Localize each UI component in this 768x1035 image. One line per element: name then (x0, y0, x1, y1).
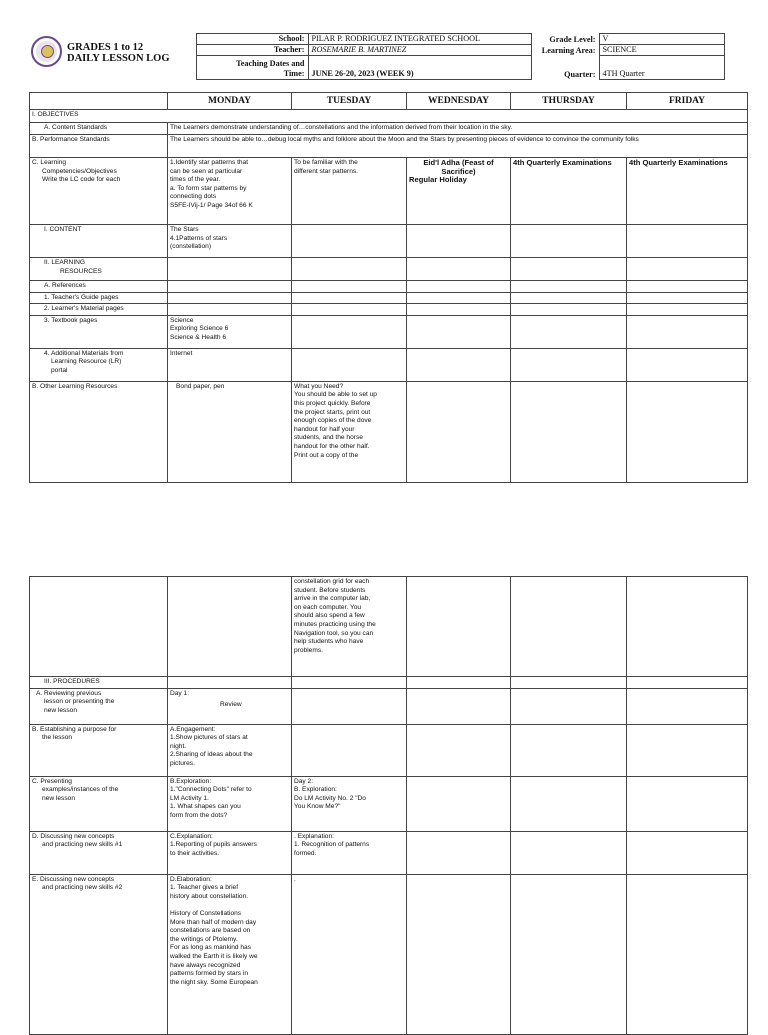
tue-other-line: What you Need? (294, 382, 344, 390)
cell (627, 677, 748, 689)
presenting-line: 1. What shapes can you (170, 803, 241, 811)
cell (627, 577, 748, 677)
competencies-label-3: Write the LC code for each (42, 176, 121, 184)
day-tuesday: TUESDAY (292, 93, 407, 110)
monday-additional: Internet (168, 348, 292, 381)
learning-resources-label (30, 258, 168, 281)
tue-cont-line: help students who have (294, 638, 364, 646)
tuesday-discussing-2: . (292, 874, 407, 1034)
cell (511, 724, 627, 776)
cell (627, 225, 748, 258)
discuss1-label-line: and practicing new skills #1 (42, 841, 123, 849)
monday-discussing-1 (168, 831, 292, 874)
form-title (67, 42, 170, 64)
cell (511, 292, 627, 304)
discuss2-label-line: E. Discussing new concepts (32, 875, 115, 883)
tue-presenting-line: B. Exploration: (294, 786, 337, 794)
presenting-line: B.Exploration: (170, 777, 212, 785)
competencies-label-2: Competencies/Objectives (42, 167, 117, 175)
tue-cont-line: Navigation tool, so you can (294, 629, 374, 637)
purpose-line: A.Engagement: (170, 725, 216, 733)
tue-presenting-line: Day 2: (294, 777, 314, 785)
learning-area-label: Learning Area: (541, 45, 596, 55)
cell (511, 577, 627, 677)
cell (407, 776, 511, 831)
tuesday-competencies (292, 158, 407, 225)
presenting-line: 1."Connecting Dots" refer to (170, 786, 252, 794)
day-wednesday: WEDNESDAY (407, 93, 511, 110)
other-resources-label: B. Other Learning Resources (30, 381, 168, 482)
cell (511, 381, 627, 482)
discuss2-line: have always recognized (170, 961, 241, 969)
tuesday-other-resources (292, 381, 407, 482)
discuss1-line: C.Explanation: (170, 832, 213, 840)
day-monday: MONDAY (168, 93, 292, 110)
cell (511, 831, 627, 874)
textbook-pages-label: 3. Textbook pages (30, 315, 168, 348)
tue-discuss1-line: 1. Recognition of patterns (294, 841, 370, 849)
tue-presenting-line: Do LM Activity No. 2 "Do (294, 794, 366, 802)
mon-comp-line: a. To form star patterns by (170, 184, 247, 192)
tue-other-line: You should be able to set up (294, 391, 377, 399)
cell (627, 776, 748, 831)
cell (627, 874, 748, 1034)
mon-comp-line: times of the year. (170, 176, 221, 184)
cell (292, 225, 407, 258)
textbook-line: Science & Health 6 (170, 333, 227, 341)
cell (292, 258, 407, 281)
presenting-label-line: new lesson (42, 794, 75, 802)
discuss2-line: 1. Teacher gives a brief (170, 884, 239, 892)
discuss2-line: constellations are based on (170, 927, 251, 935)
cell (168, 258, 292, 281)
review-day-label: Day 1: (170, 689, 190, 697)
wed-holiday-line: Eid'l Adha (Feast of (423, 158, 494, 167)
cell (627, 831, 748, 874)
header-logo-block (29, 34, 196, 80)
cell (292, 348, 407, 381)
discuss2-line: walked the Earth it is likely we (170, 952, 258, 960)
monday-competencies (168, 158, 292, 225)
presenting-label-line: C. Presenting (32, 777, 72, 785)
review-text: Review (220, 701, 242, 709)
discuss1-line: 1.Reporting of pupils answers (170, 841, 257, 849)
tue-other-line: this project quickly. Before (294, 399, 371, 407)
tue-other-line: handout for half your (294, 425, 355, 433)
discussing-skills-2-label (30, 874, 168, 1034)
monday-purpose (168, 724, 292, 776)
discuss2-line: History of Constellations (170, 909, 242, 917)
header-blank-cell (30, 93, 168, 110)
textbook-line: Science (170, 316, 194, 324)
cell (627, 724, 748, 776)
discuss2-line: For as long as mankind has (170, 944, 251, 952)
discussing-skills-1-label (30, 831, 168, 874)
tue-discuss1-line: formed. (294, 849, 317, 857)
discuss2-line: patterns formed by stars in (170, 970, 249, 978)
purpose-line: 1.Show pictures of stars at (170, 734, 248, 742)
cell (511, 776, 627, 831)
lesson-table-page2 (29, 576, 748, 1035)
cell (627, 258, 748, 281)
tue-comp-line: different star patterns. (294, 167, 359, 175)
cell (511, 315, 627, 348)
discuss1-line: to their activities. (170, 849, 220, 857)
monday-discussing-2 (168, 874, 292, 1034)
performance-standards-value: The Learners should be able to…debug local myths and folklore about the Moon and the Stars by presenting pieces of evidence to convince the community folks (168, 135, 748, 158)
thursday-exam: 4th Quarterly Examinations (511, 158, 627, 225)
purpose-line: pictures. (170, 759, 195, 767)
cell (407, 292, 511, 304)
content-label: I. CONTENT (30, 225, 168, 258)
friday-exam: 4th Quarterly Examinations (627, 158, 748, 225)
content-line: 4.1Patterns of stars (170, 234, 228, 242)
mon-comp-line: 1.Identify star patterns that (170, 159, 249, 166)
tue-other-line: the project starts, print out (294, 408, 371, 416)
cell (30, 577, 168, 677)
teacher-value: ROSEMARIE B. MARTINEZ (308, 45, 531, 56)
tue-other-line: students, and the horse (294, 434, 363, 442)
day-thursday: THURSDAY (511, 93, 627, 110)
cell (292, 724, 407, 776)
additional-label-line: portal (51, 366, 68, 374)
purpose-label-line: B. Establishing a purpose for (32, 725, 117, 733)
tue-cont-line: arrive in the computer lab, (294, 595, 371, 603)
tue-cont-line: minutes practicing using the (294, 620, 376, 628)
deped-seal-logo (31, 36, 62, 67)
monday-review (168, 688, 292, 724)
tue-cont-line: problems. (294, 646, 323, 654)
presenting-label-line: examples/instances of the (42, 786, 119, 794)
cell (168, 304, 292, 316)
procedures-heading: III. PROCEDURES (30, 677, 168, 689)
mon-comp-line: connecting dots (170, 193, 217, 201)
cell (407, 831, 511, 874)
wed-holiday-line: Regular Holiday (409, 175, 467, 185)
cell (511, 225, 627, 258)
additional-label-line: Learning Resource (LR) (51, 358, 122, 366)
purpose-line: 2.Sharing of ideas about the (170, 751, 253, 759)
purpose-label-line: the lesson (42, 734, 73, 742)
tue-presenting-line: You Know Me?" (294, 803, 341, 811)
discuss2-line: the night sky. Some European (170, 978, 258, 986)
cell (407, 304, 511, 316)
cell (511, 348, 627, 381)
learning-area-value: SCIENCE (599, 45, 724, 56)
additional-label-line: 4. Additional Materials from (44, 349, 124, 357)
mon-comp-line: can be seen at particular (170, 167, 243, 175)
discuss2-line: history about constellation. (170, 892, 249, 900)
cell (511, 304, 627, 316)
cell (292, 315, 407, 348)
cell (292, 677, 407, 689)
presenting-examples-label (30, 776, 168, 831)
content-standards-label: A. Content Standards (30, 123, 168, 135)
resources-label-line: RESOURCES (60, 267, 102, 275)
cell (407, 281, 511, 293)
cell (407, 381, 511, 482)
title-line-1: GRADES 1 to 12 (67, 41, 144, 53)
cell (168, 292, 292, 304)
competencies-label-1: C. Learning (32, 159, 67, 166)
tue-other-line: Print out a copy of the (294, 451, 359, 459)
cell (511, 688, 627, 724)
presenting-line: form from the dots? (170, 811, 228, 819)
monday-textbook (168, 315, 292, 348)
cell (407, 688, 511, 724)
grade-label: Grade Level: (549, 34, 596, 44)
lesson-table-page1 (29, 92, 748, 483)
quarter-label: Quarter: (564, 69, 596, 79)
textbook-line: Exploring Science 6 (170, 325, 229, 333)
cell (627, 688, 748, 724)
cell (168, 577, 292, 677)
reviewing-label (30, 688, 168, 724)
competencies-label (30, 158, 168, 225)
presenting-line: LM Activity 1. (170, 794, 209, 802)
tue-cont-line: constellation grid for each (294, 578, 370, 585)
tue-other-line: handout for the other half. (294, 442, 370, 450)
teachers-guide-label: 1. Teacher's Guide pages (30, 292, 168, 304)
discuss1-label-line: D. Discussing new concepts (32, 832, 115, 840)
objectives-blank (292, 110, 748, 123)
title-line-2: DAILY LESSON LOG (67, 52, 170, 64)
cell (511, 258, 627, 281)
school-value: PILAR P. RODRIGUEZ INTEGRATED SCHOOL (308, 34, 531, 45)
discuss2-line: the writings of Ptolemy. (170, 935, 238, 943)
teaching-dates-label-line1: Teaching Dates and (236, 59, 305, 68)
learners-material-label: 2. Learner's Material pages (30, 304, 168, 316)
tuesday-other-resources-cont (292, 577, 407, 677)
school-label: School: (196, 34, 308, 45)
tue-comp-line: To be familiar with the (294, 159, 358, 166)
cell (627, 304, 748, 316)
discuss2-spacer (170, 901, 289, 910)
cell (627, 315, 748, 348)
objectives-heading: I. OBJECTIVES (30, 110, 292, 123)
cell (168, 281, 292, 293)
tue-cont-line: should also spend a few (294, 612, 365, 620)
tue-cont-line: student. Before students (294, 586, 366, 594)
content-line: (constellation) (170, 243, 212, 251)
review-label-line: A. Reviewing previous (36, 689, 102, 697)
content-line: The Stars (170, 226, 199, 233)
monday-presenting (168, 776, 292, 831)
tuesday-discussing-1 (292, 831, 407, 874)
tue-other-line: enough copies of the dove (294, 417, 372, 425)
teaching-dates-value: JUNE 26-20, 2023 (WEEK 9) (308, 56, 531, 80)
cell (168, 677, 292, 689)
discuss2-label-line: and practicing new skills #2 (42, 884, 123, 892)
cell (407, 724, 511, 776)
purpose-line: night. (170, 742, 187, 750)
tue-discuss1-line: . Explanation: (294, 832, 334, 840)
establishing-purpose-label (30, 724, 168, 776)
grade-value: V (599, 34, 724, 45)
day-friday: FRIDAY (627, 93, 748, 110)
cell (407, 315, 511, 348)
cell (407, 258, 511, 281)
review-label-line: lesson or presenting the (44, 698, 115, 706)
cell (292, 688, 407, 724)
cell (292, 281, 407, 293)
monday-content (168, 225, 292, 258)
cell (407, 577, 511, 677)
performance-standards-label: B. Performance Standards (30, 135, 168, 158)
discuss2-line: D.Elaboration: (170, 875, 212, 883)
teaching-dates-label-line2: Time: (283, 69, 305, 78)
cell (627, 348, 748, 381)
cell (292, 292, 407, 304)
cell (627, 292, 748, 304)
cell (627, 381, 748, 482)
cell (407, 874, 511, 1034)
cell (511, 874, 627, 1034)
cell (511, 281, 627, 293)
monday-other-resources: Bond paper, pen (168, 381, 292, 482)
quarter-value: 4TH Quarter (599, 56, 724, 80)
additional-materials-label (30, 348, 168, 381)
review-label-line: new lesson (44, 706, 77, 714)
wednesday-holiday (407, 158, 511, 225)
teacher-label: Teacher: (196, 45, 308, 56)
discuss2-line: More than half of modern day (170, 918, 257, 926)
cell (407, 677, 511, 689)
wed-holiday-line: Sacrifice) (441, 166, 476, 176)
cell (627, 281, 748, 293)
tue-cont-line: on each computer. You (294, 603, 362, 611)
cell (292, 304, 407, 316)
tuesday-presenting (292, 776, 407, 831)
cell (407, 348, 511, 381)
mon-comp-line: S5FE-IVij-1/ Page 34of 66 K (170, 201, 253, 209)
header-table (29, 33, 725, 80)
references-label: A. References (30, 281, 168, 293)
cell (407, 225, 511, 258)
content-standards-value: The Learners demonstrate understanding of…constellations and the information derived from their location in the sky. (168, 123, 748, 135)
teaching-dates-label (196, 56, 308, 80)
cell (511, 677, 627, 689)
resources-label-line: II. LEARNING (44, 259, 86, 266)
